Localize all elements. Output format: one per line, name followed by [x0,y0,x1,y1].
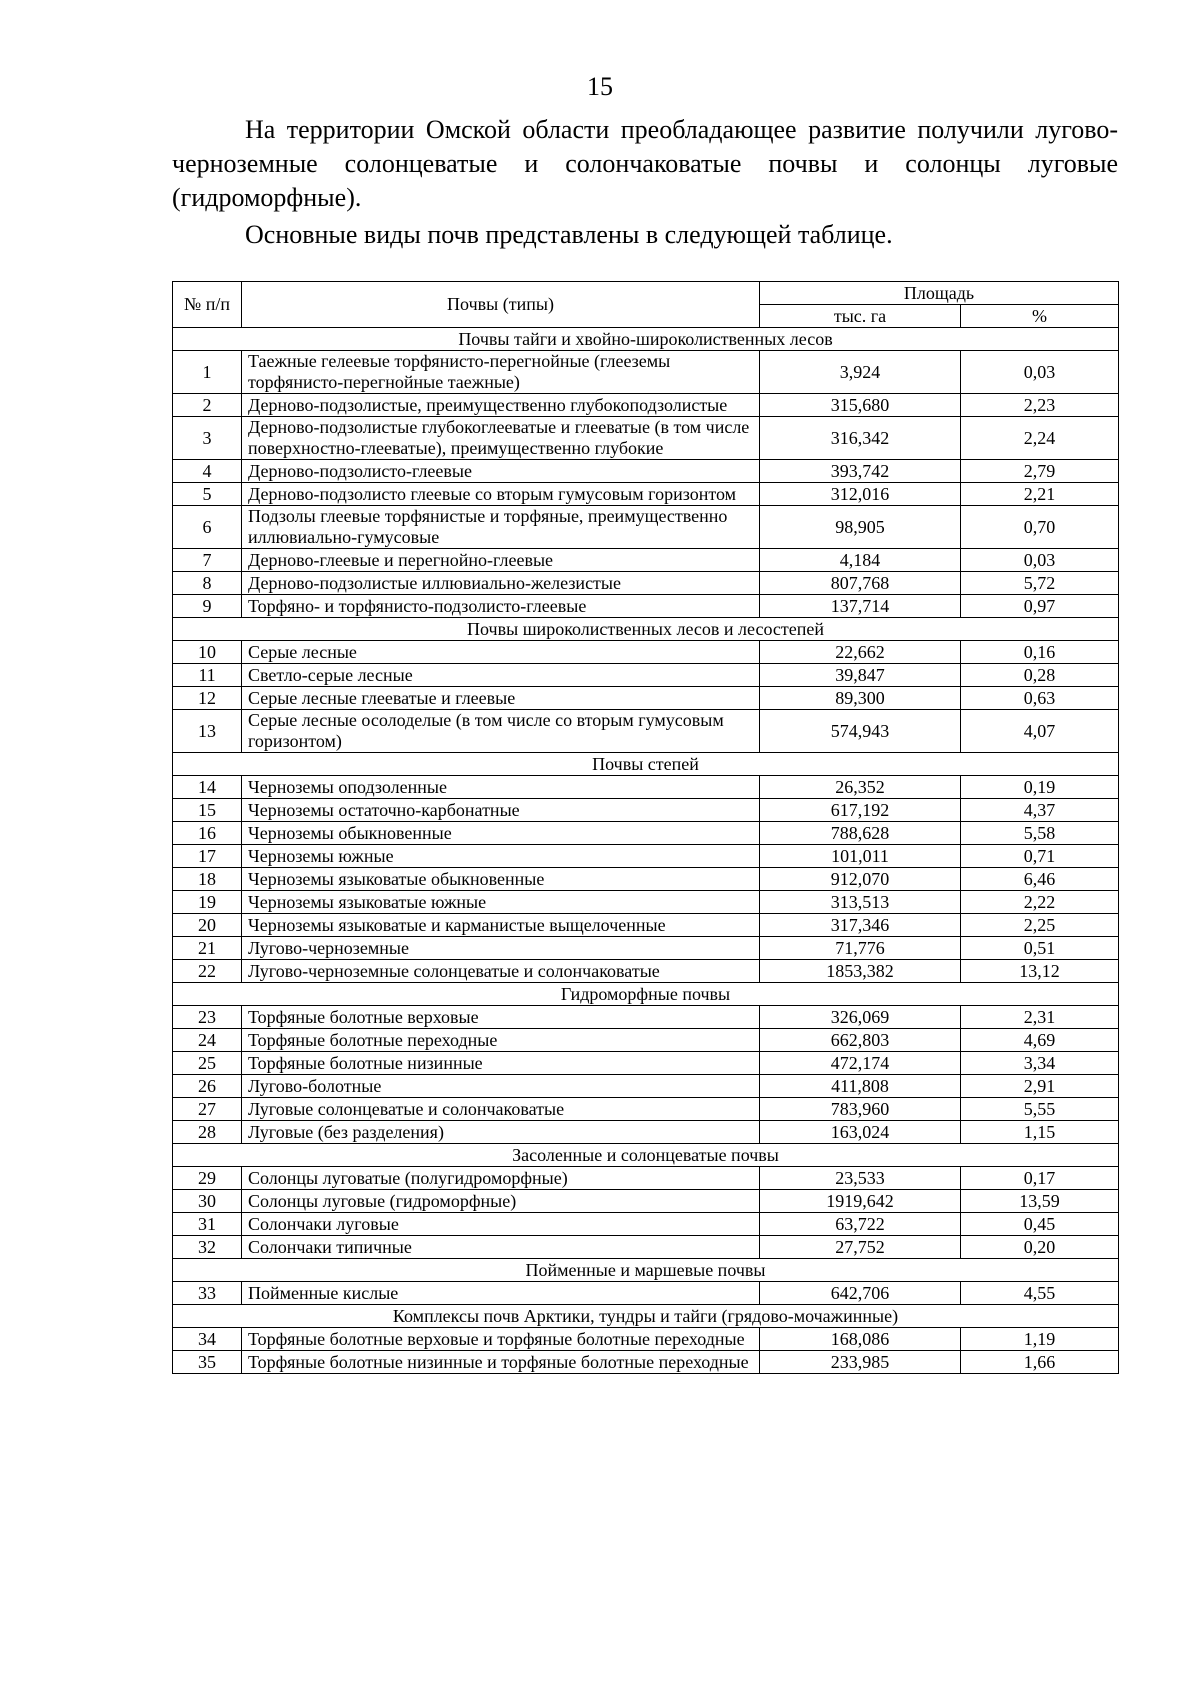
soil-name-cell: Подзолы глеевые торфянистые и торфяные, преимущественно иллювиально-гумусовые [242,506,760,549]
area-thousand-ha-cell: 71,776 [760,937,961,960]
area-thousand-ha-cell: 317,346 [760,914,961,937]
row-number-cell: 3 [173,417,242,460]
table-row [173,891,1119,914]
soil-name-cell: Серые лесные [242,641,760,664]
row-number-cell: 10 [173,641,242,664]
header-area: Площадь [760,282,1119,305]
section-header-row [173,983,1119,1006]
table-row [173,914,1119,937]
soil-name-cell: Лугово-черноземные [242,937,760,960]
row-number-cell: 19 [173,891,242,914]
soil-name-cell: Луговые (без разделения) [242,1121,760,1144]
row-number-cell: 6 [173,506,242,549]
soil-name-cell: Торфяные болотные верховые и торфяные болотные переходные [242,1328,760,1351]
row-number-cell: 22 [173,960,242,983]
table-row [173,687,1119,710]
table-row [173,710,1119,753]
area-thousand-ha-cell: 316,342 [760,417,961,460]
table-row [173,845,1119,868]
table-row [173,1006,1119,1029]
area-thousand-ha-cell: 22,662 [760,641,961,664]
soil-name-cell: Черноземы обыкновенные [242,822,760,845]
area-percent-cell: 0,97 [961,595,1119,618]
area-thousand-ha-cell: 39,847 [760,664,961,687]
area-thousand-ha-cell: 788,628 [760,822,961,845]
section-title: Засоленные и солонцеватые почвы [173,1144,1119,1167]
area-percent-cell: 0,03 [961,549,1119,572]
row-number-cell: 18 [173,868,242,891]
section-header-row [173,1259,1119,1282]
table-row [173,483,1119,506]
area-percent-cell: 1,19 [961,1328,1119,1351]
area-thousand-ha-cell: 168,086 [760,1328,961,1351]
area-thousand-ha-cell: 617,192 [760,799,961,822]
soil-name-cell: Пойменные кислые [242,1282,760,1305]
area-thousand-ha-cell: 662,803 [760,1029,961,1052]
area-percent-cell: 2,91 [961,1075,1119,1098]
area-percent-cell: 6,46 [961,868,1119,891]
area-percent-cell: 2,31 [961,1006,1119,1029]
table-row [173,641,1119,664]
area-thousand-ha-cell: 163,024 [760,1121,961,1144]
row-number-cell: 20 [173,914,242,937]
area-percent-cell: 0,28 [961,664,1119,687]
soil-name-cell: Солонцы луговые (гидроморфные) [242,1190,760,1213]
table-row [173,595,1119,618]
row-number-cell: 21 [173,937,242,960]
soil-name-cell: Торфяно- и торфянисто-подзолисто-глеевые [242,595,760,618]
header-percent: % [961,305,1119,328]
table-row [173,1190,1119,1213]
table-row [173,799,1119,822]
row-number-cell: 24 [173,1029,242,1052]
row-number-cell: 29 [173,1167,242,1190]
table-body [173,328,1119,1374]
table-row [173,960,1119,983]
table-row [173,460,1119,483]
soil-name-cell: Черноземы южные [242,845,760,868]
area-percent-cell: 4,37 [961,799,1119,822]
table-row [173,1282,1119,1305]
area-thousand-ha-cell: 574,943 [760,710,961,753]
soil-name-cell: Черноземы остаточно-карбонатные [242,799,760,822]
row-number-cell: 17 [173,845,242,868]
row-number-cell: 33 [173,1282,242,1305]
soil-name-cell: Таежные гелеевые торфянисто-перегнойные (глееземы торфянисто-перегнойные таежные) [242,351,760,394]
row-number-cell: 25 [173,1052,242,1075]
area-percent-cell: 2,23 [961,394,1119,417]
row-number-cell: 11 [173,664,242,687]
table-row [173,1075,1119,1098]
section-title: Почвы тайги и хвойно-широколиственных лесов [173,328,1119,351]
soil-name-cell: Луговые солонцеватые и солончаковатые [242,1098,760,1121]
area-thousand-ha-cell: 642,706 [760,1282,961,1305]
soil-name-cell: Солонцы луговатые (полугидроморфные) [242,1167,760,1190]
area-percent-cell: 2,79 [961,460,1119,483]
soil-name-cell: Дерново-глеевые и перегнойно-глеевые [242,549,760,572]
soil-name-cell: Солончаки типичные [242,1236,760,1259]
row-number-cell: 5 [173,483,242,506]
area-thousand-ha-cell: 411,808 [760,1075,961,1098]
area-thousand-ha-cell: 807,768 [760,572,961,595]
area-percent-cell: 1,66 [961,1351,1119,1374]
area-thousand-ha-cell: 4,184 [760,549,961,572]
row-number-cell: 34 [173,1328,242,1351]
area-percent-cell: 0,20 [961,1236,1119,1259]
table-row [173,394,1119,417]
table-row [173,664,1119,687]
table-row [173,1121,1119,1144]
area-percent-cell: 5,58 [961,822,1119,845]
row-number-cell: 8 [173,572,242,595]
row-number-cell: 4 [173,460,242,483]
area-percent-cell: 0,71 [961,845,1119,868]
row-number-cell: 31 [173,1213,242,1236]
area-thousand-ha-cell: 393,742 [760,460,961,483]
soil-name-cell: Черноземы оподзоленные [242,776,760,799]
row-number-cell: 14 [173,776,242,799]
area-thousand-ha-cell: 315,680 [760,394,961,417]
area-percent-cell: 0,70 [961,506,1119,549]
area-percent-cell: 5,72 [961,572,1119,595]
intro-paragraph: На территории Омской области преобладающее развитие получили лугово-черноземные солонцеватые и солончаковатые почвы и солонцы луговые (гидроморфные). [172,115,1118,212]
soil-name-cell: Серые лесные осолоделые (в том числе со вторым гумусовым горизонтом) [242,710,760,753]
area-percent-cell: 3,34 [961,1052,1119,1075]
area-percent-cell: 0,03 [961,351,1119,394]
table-row [173,1213,1119,1236]
row-number-cell: 1 [173,351,242,394]
soil-name-cell: Дерново-подзолистые глубокоглееватые и глееватые (в том числе поверхностно-глееватые), преимущественно глубокие [242,417,760,460]
soil-name-cell: Дерново-подзолистые, преимущественно глубокоподзолистые [242,394,760,417]
section-title: Почвы степей [173,753,1119,776]
section-header-row [173,328,1119,351]
soil-name-cell: Дерново-подзолистые иллювиально-железистые [242,572,760,595]
area-thousand-ha-cell: 137,714 [760,595,961,618]
area-percent-cell: 0,63 [961,687,1119,710]
area-percent-cell: 4,69 [961,1029,1119,1052]
table-row [173,937,1119,960]
soil-name-cell: Лугово-черноземные солонцеватые и солончаковатые [242,960,760,983]
row-number-cell: 32 [173,1236,242,1259]
row-number-cell: 30 [173,1190,242,1213]
row-number-cell: 35 [173,1351,242,1374]
area-thousand-ha-cell: 63,722 [760,1213,961,1236]
section-title: Почвы широколиственных лесов и лесостепей [173,618,1119,641]
section-title: Гидроморфные почвы [173,983,1119,1006]
area-percent-cell: 4,07 [961,710,1119,753]
table-row [173,1029,1119,1052]
area-percent-cell: 13,59 [961,1190,1119,1213]
table-row [173,572,1119,595]
header-num: № п/п [173,282,242,328]
area-thousand-ha-cell: 233,985 [760,1351,961,1374]
area-percent-cell: 4,55 [961,1282,1119,1305]
section-header-row [173,1305,1119,1328]
section-header-row [173,1144,1119,1167]
soil-types-table [172,281,1119,1374]
soil-name-cell: Черноземы языковатые южные [242,891,760,914]
row-number-cell: 9 [173,595,242,618]
soil-name-cell: Светло-серые лесные [242,664,760,687]
area-thousand-ha-cell: 89,300 [760,687,961,710]
row-number-cell: 23 [173,1006,242,1029]
area-percent-cell: 0,16 [961,641,1119,664]
row-number-cell: 7 [173,549,242,572]
area-percent-cell: 2,21 [961,483,1119,506]
soil-name-cell: Серые лесные глееватые и глеевые [242,687,760,710]
area-thousand-ha-cell: 27,752 [760,1236,961,1259]
area-thousand-ha-cell: 23,533 [760,1167,961,1190]
area-percent-cell: 0,19 [961,776,1119,799]
row-number-cell: 2 [173,394,242,417]
area-percent-cell: 13,12 [961,960,1119,983]
soil-name-cell: Дерново-подзолисто-глеевые [242,460,760,483]
section-header-row [173,753,1119,776]
soil-name-cell: Черноземы языковатые и карманистые выщелоченные [242,914,760,937]
row-number-cell: 15 [173,799,242,822]
area-thousand-ha-cell: 313,513 [760,891,961,914]
table-row [173,1236,1119,1259]
area-percent-cell: 2,22 [961,891,1119,914]
soil-name-cell: Торфяные болотные низинные [242,1052,760,1075]
area-percent-cell: 2,25 [961,914,1119,937]
table-row [173,1167,1119,1190]
area-percent-cell: 0,17 [961,1167,1119,1190]
table-row [173,822,1119,845]
area-thousand-ha-cell: 312,016 [760,483,961,506]
row-number-cell: 13 [173,710,242,753]
row-number-cell: 12 [173,687,242,710]
table-row [173,351,1119,394]
intro-paragraph-table-lead: Основные виды почв представлены в следующей таблице. [245,220,893,249]
area-percent-cell: 0,51 [961,937,1119,960]
table-row [173,868,1119,891]
row-number-cell: 16 [173,822,242,845]
area-percent-cell: 0,45 [961,1213,1119,1236]
table-row [173,549,1119,572]
soil-name-cell: Торфяные болотные низинные и торфяные болотные переходные [242,1351,760,1374]
table-row [173,506,1119,549]
area-percent-cell: 2,24 [961,417,1119,460]
soil-name-cell: Лугово-болотные [242,1075,760,1098]
header-soils: Почвы (типы) [242,282,760,328]
table-row [173,776,1119,799]
area-thousand-ha-cell: 26,352 [760,776,961,799]
intro-text [172,113,1118,252]
soil-name-cell: Дерново-подзолисто глеевые со вторым гумусовым горизонтом [242,483,760,506]
table-row [173,1351,1119,1374]
section-title: Комплексы почв Арктики, тундры и тайги (грядово-мочажинные) [173,1305,1119,1328]
soil-name-cell: Черноземы языковатые обыкновенные [242,868,760,891]
area-thousand-ha-cell: 3,924 [760,351,961,394]
area-thousand-ha-cell: 912,070 [760,868,961,891]
table-row [173,1328,1119,1351]
area-thousand-ha-cell: 1919,642 [760,1190,961,1213]
header-thousand-ha: тыс. га [760,305,961,328]
table-row [173,417,1119,460]
area-percent-cell: 1,15 [961,1121,1119,1144]
soil-name-cell: Солончаки луговые [242,1213,760,1236]
table-row [173,1098,1119,1121]
soil-name-cell: Торфяные болотные верховые [242,1006,760,1029]
area-thousand-ha-cell: 101,011 [760,845,961,868]
page-number: 15 [587,72,613,101]
area-thousand-ha-cell: 783,960 [760,1098,961,1121]
area-thousand-ha-cell: 1853,382 [760,960,961,983]
area-thousand-ha-cell: 98,905 [760,506,961,549]
section-header-row [173,618,1119,641]
area-thousand-ha-cell: 326,069 [760,1006,961,1029]
row-number-cell: 27 [173,1098,242,1121]
section-title: Пойменные и маршевые почвы [173,1259,1119,1282]
row-number-cell: 28 [173,1121,242,1144]
table-row [173,1052,1119,1075]
area-thousand-ha-cell: 472,174 [760,1052,961,1075]
area-percent-cell: 5,55 [961,1098,1119,1121]
soil-name-cell: Торфяные болотные переходные [242,1029,760,1052]
row-number-cell: 26 [173,1075,242,1098]
